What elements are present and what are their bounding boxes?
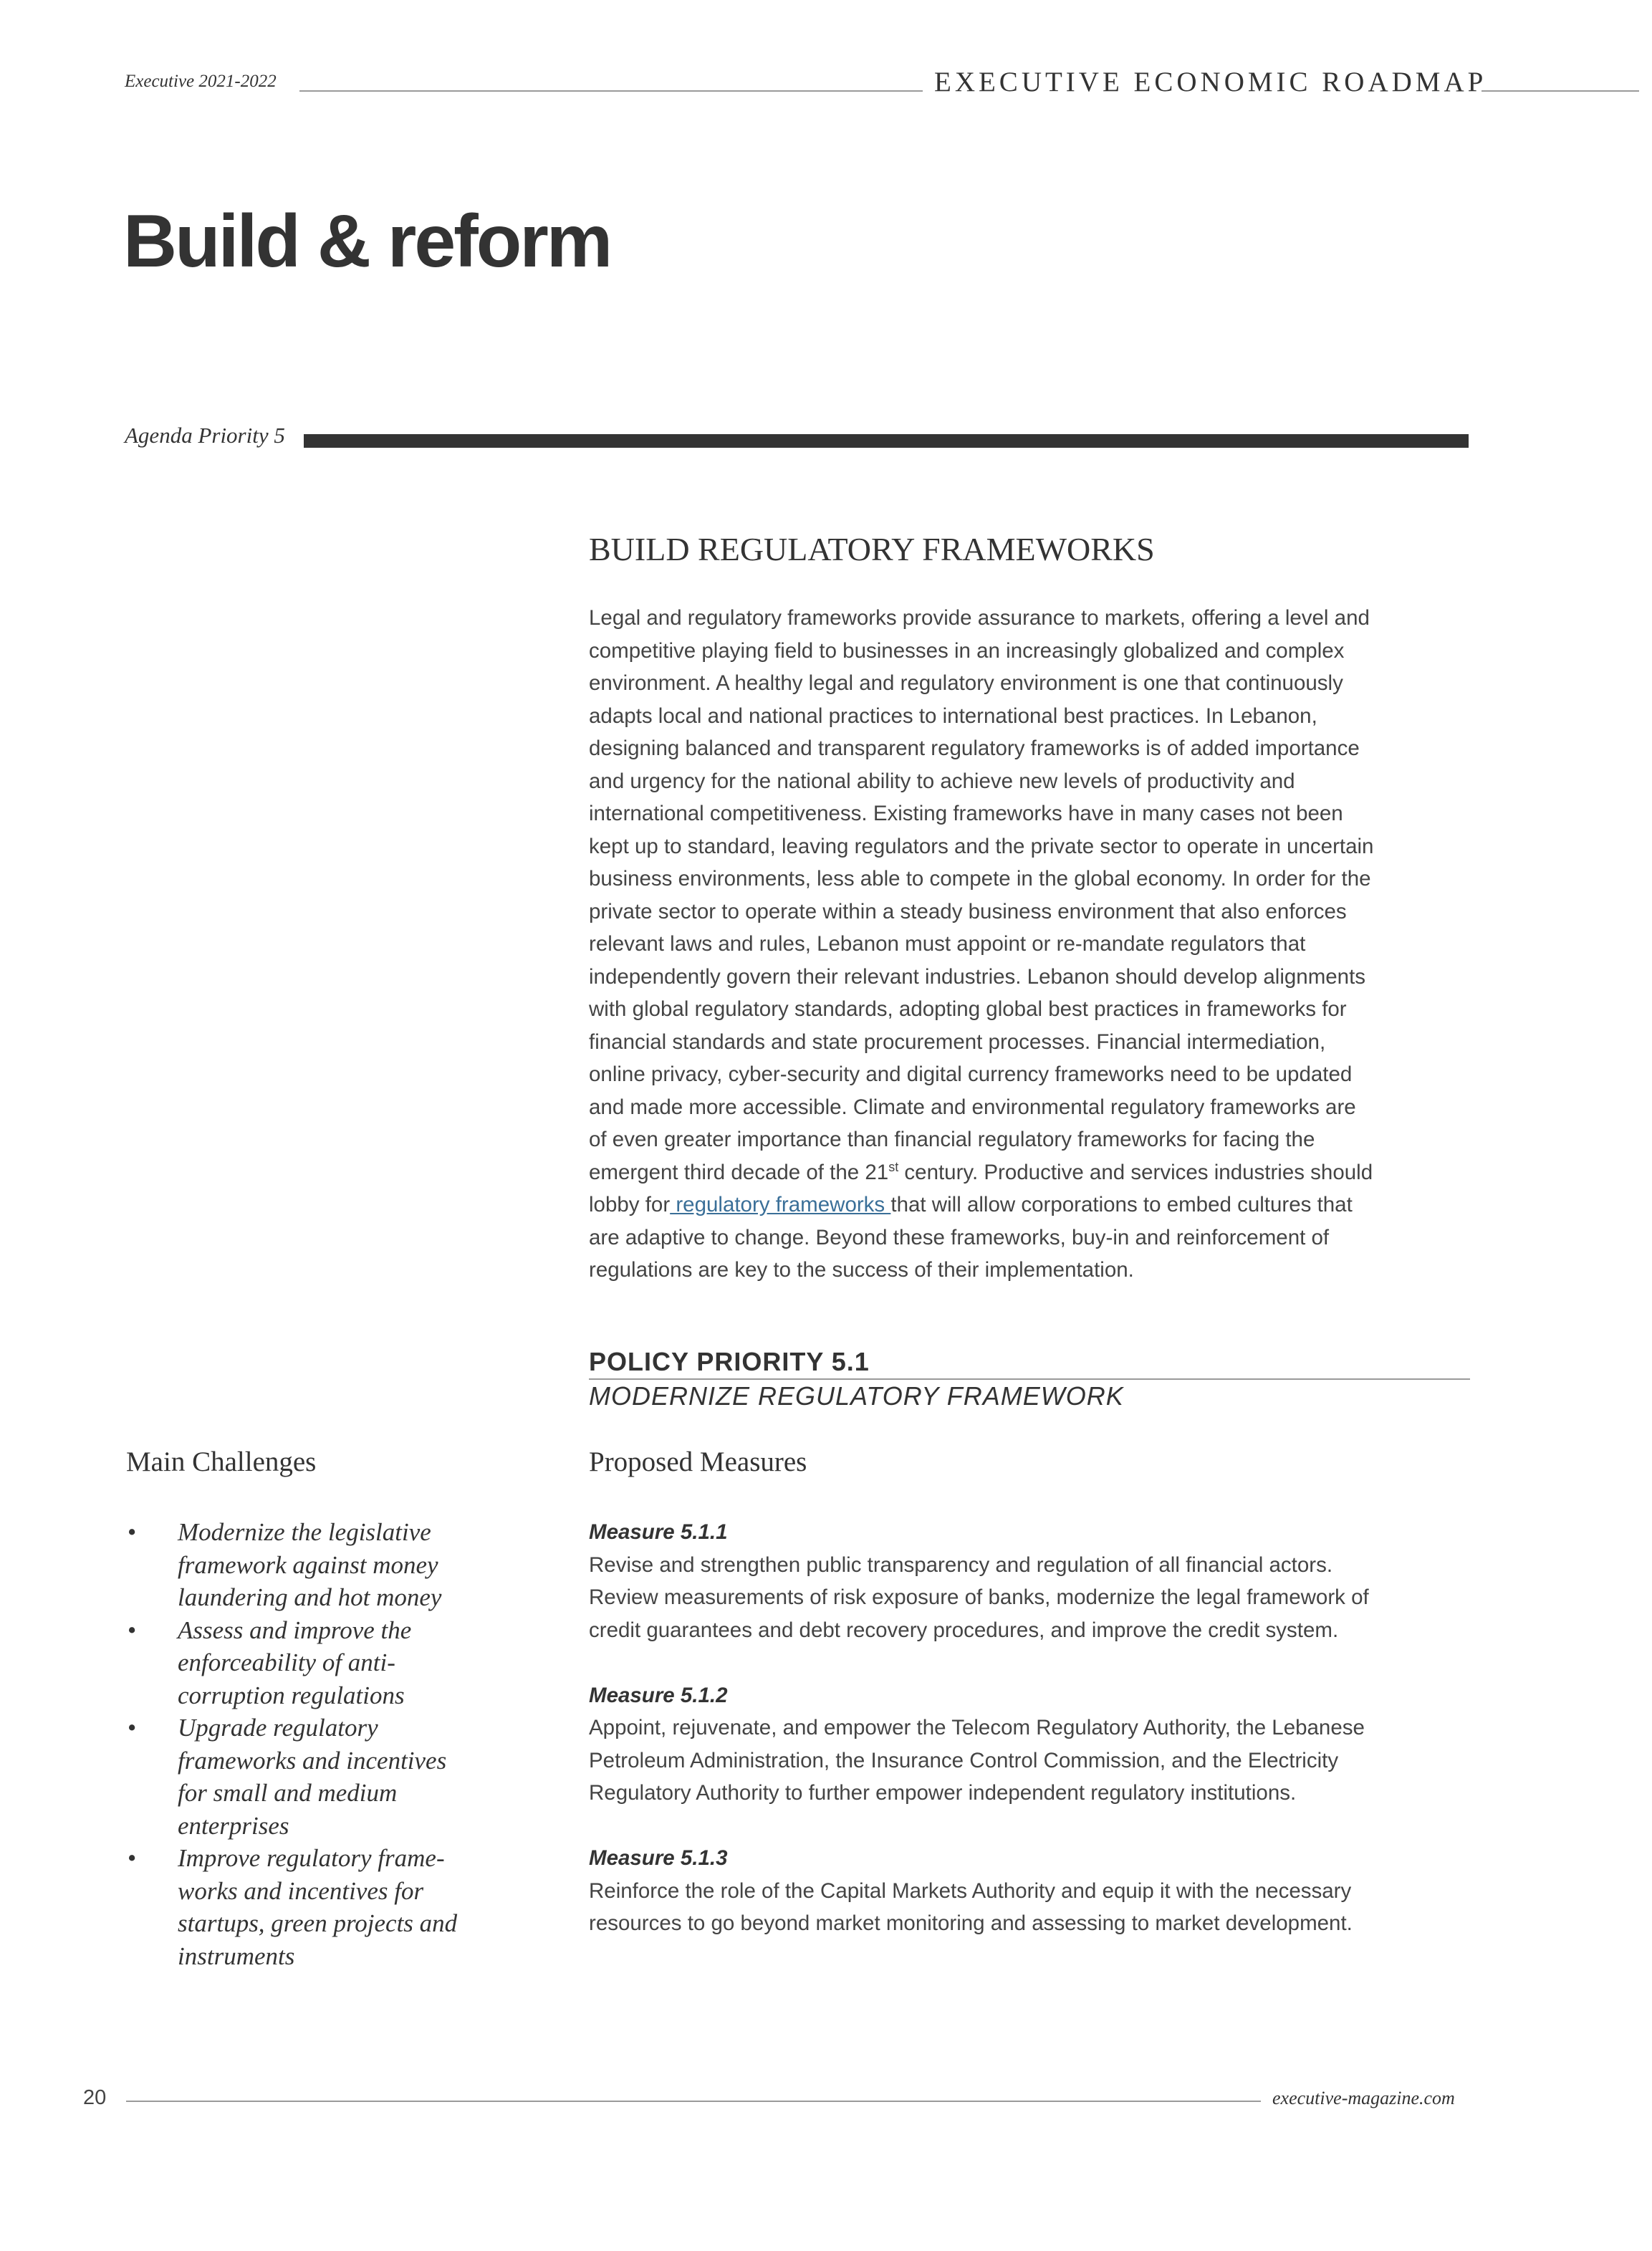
century-text-after: century. Productive and services industries should (898, 1160, 1373, 1184)
link-suffix: that will allow corporations to embed cultures that (890, 1193, 1353, 1216)
challenge-line: framework against money (178, 1550, 438, 1579)
body-line: independently govern their relevant industries. Lebanon should develop alignments (589, 964, 1366, 989)
challenge-line: Assess and improve the (178, 1616, 412, 1644)
body-line-link (589, 1189, 1471, 1222)
measure-title: Measure 5.1.3 (589, 1846, 728, 1870)
measure-line: credit guarantees and debt recovery procedures, and improve the credit system. (589, 1618, 1339, 1642)
measure-item (589, 1842, 1471, 1940)
measure-item (589, 1516, 1471, 1646)
challenge-line: Improve regulatory frame- (178, 1844, 445, 1872)
challenges-list (126, 1516, 499, 1972)
body-line: regulations are key to the success of their implementation. (589, 1258, 1134, 1282)
footer-rule (126, 2101, 1261, 2102)
challenge-item (126, 1712, 499, 1842)
measure-title: Measure 5.1.1 (589, 1520, 728, 1544)
page-number: 20 (83, 2086, 107, 2109)
body-line: online privacy, cyber-security and digital currency frameworks need to be updated (589, 1062, 1353, 1086)
challenge-line: works and incentives for (178, 1876, 424, 1905)
challenge-item (126, 1614, 499, 1712)
challenge-line: for small and medium (178, 1779, 398, 1807)
measure-title: Measure 5.1.2 (589, 1683, 728, 1707)
proposed-measures-heading: Proposed Measures (589, 1446, 807, 1477)
measure-line: Review measurements of risk exposure of banks, modernize the legal framework of (589, 1585, 1369, 1609)
challenge-line: instruments (178, 1942, 295, 1970)
challenge-line: enterprises (178, 1811, 289, 1840)
challenge-line: enforceability of anti- (178, 1648, 395, 1676)
measure-line: Petroleum Administration, the Insurance Control Commission, and the Electricity (589, 1748, 1339, 1772)
bullet-icon: • (128, 1714, 137, 1742)
challenge-line: corruption regulations (178, 1681, 405, 1709)
section-heading: BUILD REGULATORY FRAMEWORKS (589, 531, 1155, 567)
measure-line: resources to go beyond market monitoring and assessing to market development. (589, 1911, 1353, 1935)
measure-line: Regulatory Authority to further empower independent regulatory institutions. (589, 1781, 1297, 1805)
challenge-item (126, 1516, 499, 1614)
body-line: of even greater importance than financial regulatory frameworks for facing the (589, 1128, 1315, 1151)
agenda-label: Agenda Priority 5 (125, 423, 285, 448)
body-line: kept up to standard, leaving regulators and the private sector to operate in uncertain (589, 834, 1374, 858)
section-body (589, 602, 1471, 1287)
regulatory-frameworks-link[interactable]: regulatory frameworks (670, 1193, 891, 1216)
main-challenges-heading: Main Challenges (126, 1446, 317, 1477)
body-line: competitive playing field to businesses in an increasingly globalized and complex (589, 638, 1345, 663)
body-line: designing balanced and transparent regulatory frameworks is of added importance (589, 736, 1360, 760)
body-line: Legal and regulatory frameworks provide assurance to markets, offering a level and (589, 606, 1370, 630)
challenge-item (126, 1842, 499, 1972)
challenge-line: frameworks and incentives (178, 1746, 447, 1775)
publication-title: EXECUTIVE ECONOMIC ROADMAP (934, 67, 1487, 97)
footer-website: executive-magazine.com (1272, 2088, 1455, 2108)
body-line: adapts local and national practices to international best practices. In Lebanon, (589, 704, 1317, 728)
body-line: financial standards and state procurement processes. Financial intermediation, (589, 1029, 1326, 1054)
measure-item (589, 1679, 1471, 1810)
agenda-bar (304, 434, 1469, 448)
measure-line: Revise and strengthen public transparency and regulation of all financial actors. (589, 1552, 1333, 1577)
challenge-line: laundering and hot money (178, 1583, 442, 1611)
body-line: and made more accessible. Climate and environmental regulatory frameworks are (589, 1095, 1356, 1119)
link-prefix: lobby for (589, 1193, 671, 1216)
body-line-century (589, 1156, 1471, 1189)
challenge-line: Upgrade regulatory (178, 1714, 378, 1742)
header-rule-right (1481, 90, 1639, 92)
body-line: relevant laws and rules, Lebanon must appoint or re-mandate regulators that (589, 932, 1306, 956)
measure-line: Appoint, rejuvenate, and empower the Telecom Regulatory Authority, the Lebanese (589, 1716, 1365, 1739)
header-rule-left (299, 90, 923, 92)
century-superscript: st (888, 1159, 899, 1174)
challenge-line: Modernize the legislative (178, 1518, 431, 1546)
body-line: business environments, less able to compete in the global economy. In order for the (589, 867, 1371, 891)
bullet-icon: • (128, 1844, 137, 1872)
measures-list (589, 1516, 1471, 1972)
bullet-icon: • (128, 1616, 137, 1644)
body-line: with global regulatory standards, adopting global best practices in frameworks for (589, 997, 1347, 1021)
century-text: emergent third decade of the 21 (589, 1160, 889, 1184)
body-line: environment. A healthy legal and regulatory environment is one that continuously (589, 671, 1343, 695)
challenge-line: startups, green projects and (178, 1909, 458, 1937)
policy-priority-rule (589, 1378, 1470, 1380)
body-line: private sector to operate within a steady business environment that also enforces (589, 899, 1347, 923)
edition-label: Executive 2021-2022 (125, 72, 277, 91)
page-title: Build & reform (123, 200, 611, 283)
measure-line: Reinforce the role of the Capital Markets Authority and equip it with the necessary (589, 1878, 1352, 1903)
body-line: international competitiveness. Existing frameworks have in many cases not been (589, 802, 1343, 825)
body-line: and urgency for the national ability to achieve new levels of productivity and (589, 769, 1295, 793)
policy-priority-title: POLICY PRIORITY 5.1 (589, 1347, 870, 1376)
policy-priority-subtitle: MODERNIZE REGULATORY FRAMEWORK (589, 1381, 1124, 1411)
body-line: are adaptive to change. Beyond these frameworks, buy-in and reinforcement of (589, 1225, 1330, 1249)
bullet-icon: • (128, 1518, 137, 1546)
